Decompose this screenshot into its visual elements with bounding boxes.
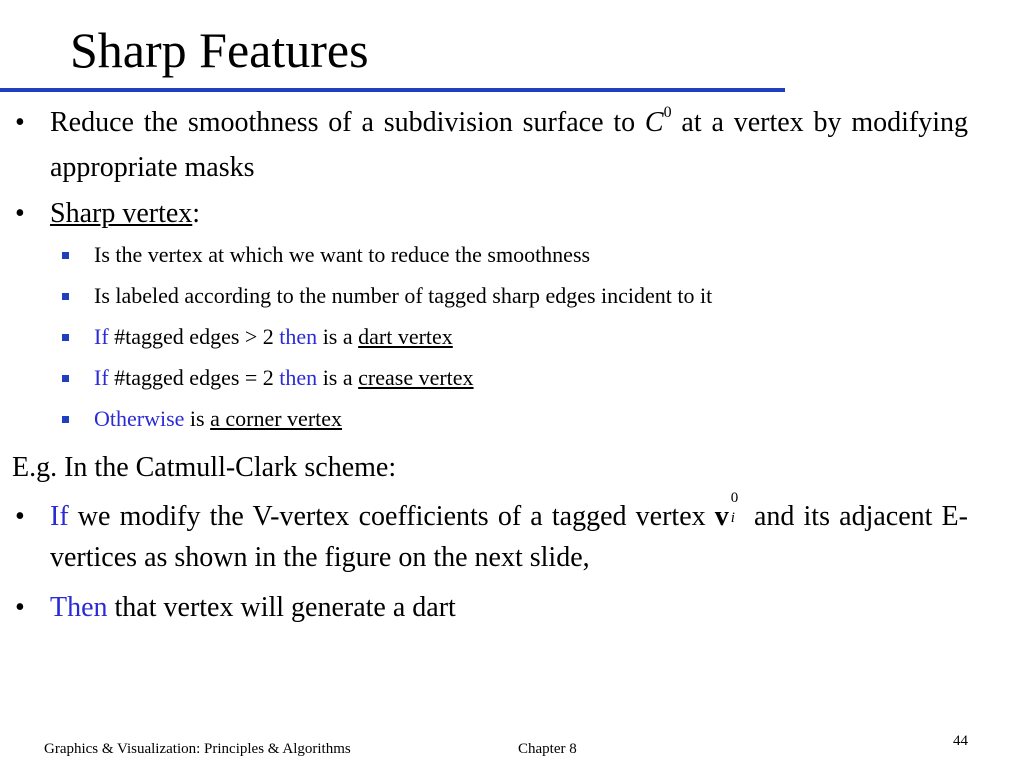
bullet-then-dart: • Then that vertex will generate a dart xyxy=(50,587,968,628)
bullet-dot: • xyxy=(15,501,25,532)
square-bullet xyxy=(62,416,69,423)
square-bullet xyxy=(62,252,69,259)
sub-bullet-corner: Otherwise is a corner vertex xyxy=(94,404,974,434)
sub-bullet-labeled: Is labeled according to the number of tagged sharp edges incident to it xyxy=(94,281,974,311)
footer-book-title: Graphics & Visualization: Principles & Algorithms xyxy=(44,741,351,757)
square-bullet xyxy=(62,375,69,382)
sub-bullet-dart: If #tagged edges > 2 then is a dart vertex xyxy=(94,322,974,352)
bullet-if-modify: • If we modify the V-vertex coefficients of a tagged vertex v 0 i and its adjacent E-vertices as shown in the figure on the next slide, xyxy=(15,490,968,573)
sub-bullet-definition: Is the vertex at which we want to reduce the smoothness xyxy=(94,240,974,270)
title-underline xyxy=(0,88,785,92)
footer-chapter: Chapter 8 xyxy=(518,741,577,757)
square-bullet xyxy=(62,334,69,341)
example-heading: E.g. In the Catmull-Clark scheme: xyxy=(12,452,397,483)
slide-title: Sharp Features xyxy=(70,22,369,78)
bullet-dot: • xyxy=(15,107,25,138)
sub-bullet-crease: If #tagged edges = 2 then is a crease vertex xyxy=(94,363,974,393)
square-bullet xyxy=(62,293,69,300)
bullet-dot: • xyxy=(15,592,25,623)
bullet-dot: • xyxy=(15,198,25,229)
page-number: 44 xyxy=(953,733,968,749)
vertex-index-script: 0 i xyxy=(730,490,739,526)
bullet-sharp-vertex: • Sharp vertex: xyxy=(50,193,968,234)
bullet-reduce-smoothness: • Reduce the smoothness of a subdivision surface to $C^0$ at a vertex by modifying appropriate masks xyxy=(15,104,968,183)
